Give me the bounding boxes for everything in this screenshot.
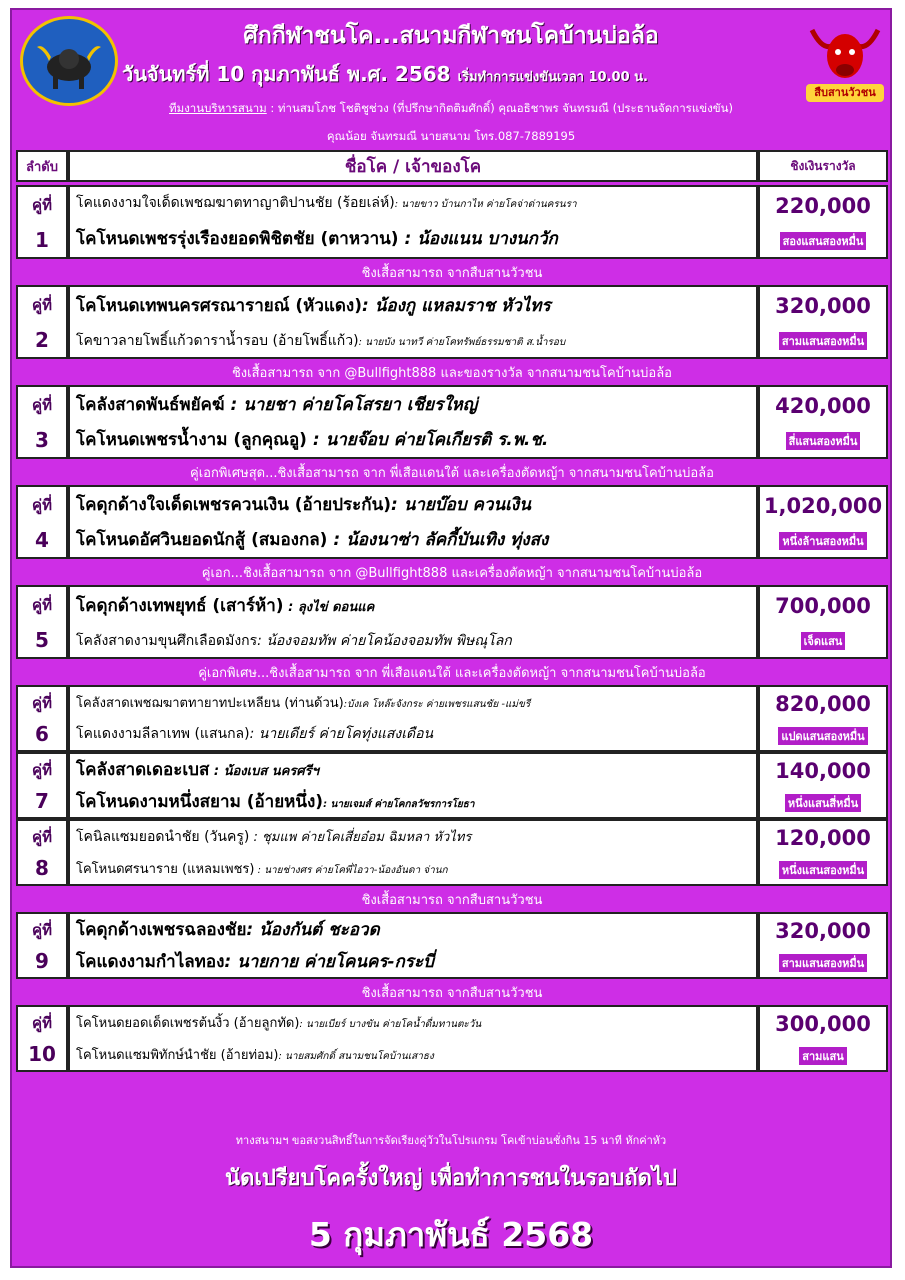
bull-line xyxy=(76,756,750,783)
prize-words: เจ็ดแสน xyxy=(801,632,846,650)
prize-amount: 300,000 xyxy=(775,1012,871,1037)
bull-name: โคโหนดเพชรรุ่งเรืองยอดพิชิตชัย (ตาหวาน) xyxy=(76,228,399,249)
bull-owner: : นายสมศักดิ์ สนามชนโคบ้านเสาธง xyxy=(278,1050,434,1062)
pair-label: คู่ที่ xyxy=(32,495,52,514)
bull-name: โคโหนดยอดเด็ดเพชรต้นงิ้ว (อ้ายลูกทัด) xyxy=(76,1016,300,1032)
bull-line xyxy=(76,391,750,418)
bull-owner: : น้องเบส นครศรีฯ xyxy=(209,764,319,780)
organizer-line xyxy=(12,100,890,118)
prize-words: สามแสน xyxy=(799,1047,846,1065)
prize-words: หนึ่งแสนสี่หมื่น xyxy=(785,794,861,812)
pair-number: 7 xyxy=(35,789,49,814)
event-date-line xyxy=(122,58,822,90)
bull-line xyxy=(76,491,750,518)
match-sponsor-band: คู่เอกพิเศษสุด...ชิงเสื้อสามารถ จาก พี่เสือแดนใต้ และเครื่องตัดหญ้า จากสนามชนโคบ้านบ่อล้อ xyxy=(190,465,714,481)
bulls-cell xyxy=(68,485,758,559)
bull-line xyxy=(76,948,750,975)
next-event-heading: นัดเปรียบโคครั้งใหญ่ เพื่อทำการชนในรอบถัดไป xyxy=(225,1166,677,1191)
pair-label: คู่ที่ xyxy=(32,395,52,414)
prize-amount: 820,000 xyxy=(775,692,871,717)
bull-name: โคดุกด้างใจเด็ดเพชรควนเงิน (อ้ายประกัน) xyxy=(76,495,391,515)
match-row xyxy=(16,485,888,559)
match-sponsor-band: ชิงเสื้อสามารถ จากสืบสานวัวชน xyxy=(361,892,543,908)
prize-cell xyxy=(758,385,888,459)
match-row xyxy=(16,185,888,259)
pair-cell xyxy=(16,912,68,979)
prize-amount: 220,000 xyxy=(775,194,871,218)
organizer-text: : ท่านสมโภช โชติชูช่วง (ที่ปรึกษากิตติมศักดิ์) คุณอธิชาพร จันทรมณี (ประธานจัดการแข่งขัน) xyxy=(270,101,733,115)
bull-owner: : น้องกู แหลมราช หัวไทร xyxy=(362,296,551,317)
pair-number: 3 xyxy=(35,427,49,452)
col-prize-header: ชิงเงินรางวัล xyxy=(758,150,888,182)
bull-line xyxy=(76,916,750,943)
pair-cell xyxy=(16,1005,68,1072)
pair-cell xyxy=(16,485,68,559)
page-title: ศึกกีฬาชนโค...สนามกีฬาชนโคบ้านบ่อล้อ xyxy=(243,23,659,49)
match-sponsor-band: ชิงเสื้อสามารถ จาก @Bullfight888 และของรางวัล จากสนามชนโคบ้านบ่อล้อ xyxy=(231,365,672,381)
bull-name: โคลังสาดเพชฌฆาตทายาทปะเหลียน (ท่านด้วน) xyxy=(76,696,344,711)
prize-amount: 700,000 xyxy=(775,594,871,618)
prize-amount: 140,000 xyxy=(775,759,871,784)
prize-words: หนึ่งล้านสองหมื่น xyxy=(779,532,866,550)
bull-line xyxy=(76,692,750,713)
prize-words: หนึ่งแสนสองหมื่น xyxy=(779,861,867,879)
pair-number: 4 xyxy=(35,527,49,552)
bulls-cell xyxy=(68,685,758,752)
bull-owner: : ชุมแพ ค่ายโคเสี่ยอ๋อม ฉิมหลา หัวไทร xyxy=(249,830,472,845)
bulls-cell xyxy=(68,285,758,359)
prize-words: แปดแสนสองหมื่น xyxy=(778,727,867,745)
bull-name: โคแดงงามกำไลทอง xyxy=(76,951,225,972)
prize-cell xyxy=(758,912,888,979)
bull-name: โคลังสาดเดอะเบส xyxy=(76,760,210,781)
pair-cell xyxy=(16,819,68,886)
prize-cell xyxy=(758,1005,888,1072)
prize-cell xyxy=(758,185,888,259)
bulls-cell xyxy=(68,585,758,659)
bull-owner: : น้องแนน บางนกวัก xyxy=(398,228,558,249)
bull-owner: : น้องนาซ่า ลัคกี้บันเทิง ทุ่งสง xyxy=(327,530,549,550)
prize-amount: 320,000 xyxy=(775,919,871,944)
pair-cell xyxy=(16,585,68,659)
prize-amount: 420,000 xyxy=(775,394,871,418)
bull-name: โคขาวลายโพธิ์แก้วดาราน้ำรอบ (อ้ายโพธิ์แก้ว) xyxy=(76,332,359,349)
match-row xyxy=(16,285,888,359)
bull-line xyxy=(76,292,750,319)
prize-cell xyxy=(758,285,888,359)
bull-name: โคโหนดศรนาราย (แหลมเพชร) xyxy=(76,862,255,877)
poster xyxy=(10,8,892,1268)
bull-owner: : น้องจอมทัพ ค่ายโคน้องจอมทัพ พิษณุโลก xyxy=(257,632,512,649)
right-logo-caption: สืบสานวัวชน xyxy=(806,84,884,102)
bulls-cell xyxy=(68,819,758,886)
bull-owner: : นายเดียร์ ค่ายโคทุ่งแสงเดือน xyxy=(249,726,434,742)
footer-note: ทางสนามฯ ขอสงวนสิทธิ์ในการจัดเรียงคู่วัวในโปรแกรม โคเข้าบ่อนชั่งกิน 15 นาที หักค่าหัว xyxy=(235,1134,667,1147)
bull-name: โคโหนดอัศวินยอดนักสู้ (สมองกล) xyxy=(76,530,328,550)
bull-line xyxy=(76,1044,750,1065)
pair-label: คู่ที่ xyxy=(32,920,52,939)
pair-label: คู่ที่ xyxy=(32,195,52,214)
bull-line xyxy=(76,826,750,848)
prize-cell xyxy=(758,585,888,659)
start-time: เริ่มทำการแข่งขันเวลา 10.00 น. xyxy=(457,70,648,85)
pair-number: 5 xyxy=(35,627,49,652)
bull-name: โคลังสาดงามขุนศึกเลือดมังกร xyxy=(76,632,258,649)
prize-amount: 320,000 xyxy=(775,294,871,318)
bull-owner: : นายกาย ค่ายโคนคร-กระบี่ xyxy=(224,951,434,972)
bull-line xyxy=(76,330,750,352)
pair-label: คู่ที่ xyxy=(32,295,52,314)
pair-cell xyxy=(16,685,68,752)
pair-number: 10 xyxy=(28,1042,56,1067)
prize-words: สามแสนสองหมื่น xyxy=(779,954,867,972)
bull-line xyxy=(76,426,750,453)
bull-owner: : นายชา ค่ายโคโสรยา เชียรใหญ่ xyxy=(224,395,478,415)
bulls-cell xyxy=(68,185,758,259)
pair-label: คู่ที่ xyxy=(32,760,52,779)
match-sponsor-band: คู่เอกพิเศษ...ชิงเสื้อสามารถ จาก พี่เสือแดนใต้ และเครื่องตัดหญ้า จากสนามชนโคบ้านบ่อล้อ xyxy=(198,665,706,681)
pair-cell xyxy=(16,752,68,819)
bull-line xyxy=(76,630,750,652)
match-row xyxy=(16,385,888,459)
bull-name: โคลังสาดพันธ์พยัคฆ์ xyxy=(76,395,225,415)
pair-number: 2 xyxy=(35,327,49,352)
pair-number: 8 xyxy=(35,856,49,881)
match-sponsor-band: ชิงเสื้อสามารถ จากสืบสานวัวชน xyxy=(361,985,543,1001)
match-table xyxy=(16,150,888,1072)
prize-cell xyxy=(758,485,888,559)
pair-label: คู่ที่ xyxy=(32,1013,52,1032)
match-row xyxy=(16,1005,888,1072)
prize-amount: 120,000 xyxy=(775,826,871,851)
bull-name: โคโหนดเพชรน้ำงาม (ลูกคุณอู) xyxy=(76,430,307,450)
match-sponsor-band: คู่เอก...ชิงเสื้อสามารถ จาก @Bullfight888 และเครื่องตัดหญ้า จากสนามชนโคบ้านบ่อล้อ xyxy=(201,565,703,581)
prize-words: สี่แสนสองหมื่น xyxy=(786,432,861,450)
bull-line xyxy=(76,788,750,815)
bulls-cell xyxy=(68,752,758,819)
pair-label: คู่ที่ xyxy=(32,595,52,614)
bull-line xyxy=(76,1012,750,1033)
pair-number: 6 xyxy=(35,722,49,747)
pair-cell xyxy=(16,285,68,359)
bull-owner: :บังเค โหล๊ะจังกระ ค่ายเพชรแสนชัย -แม่ขรี xyxy=(343,699,531,710)
bull-line xyxy=(76,192,750,214)
bull-line xyxy=(76,225,750,252)
match-row xyxy=(16,585,888,659)
pair-number: 9 xyxy=(35,949,49,974)
bull-owner: : นายขาว บ้านกาไห ค่ายโคจ่าด่านครนรา xyxy=(394,199,577,211)
bull-owner: : นายบ๊อบ ควนเงิน xyxy=(390,495,531,515)
match-row xyxy=(16,912,888,979)
prize-cell xyxy=(758,752,888,819)
match-row xyxy=(16,819,888,886)
bulls-cell xyxy=(68,912,758,979)
pair-cell xyxy=(16,185,68,259)
bull-line xyxy=(76,526,750,553)
pair-number: 1 xyxy=(35,227,49,252)
pair-label: คู่ที่ xyxy=(32,827,52,846)
contact-line: คุณน้อย จันทรมณี นายสนาม โทร.087-7889195 xyxy=(326,129,576,143)
bull-owner: : ลุงไข่ ดอนแค xyxy=(283,600,375,616)
bulls-cell xyxy=(68,385,758,459)
bull-line xyxy=(76,858,750,879)
bull-line xyxy=(76,592,750,619)
pair-label: คู่ที่ xyxy=(32,693,52,712)
bull-owner: : นายเจมส์ ค่ายโคกลวัชรการโยธา xyxy=(323,798,475,810)
prize-cell xyxy=(758,819,888,886)
bulls-cell xyxy=(68,1005,758,1072)
bull-owner: : นายจ๊อบ ค่ายโคเกียรติ ร.พ.ช. xyxy=(306,430,549,450)
prize-amount: 1,020,000 xyxy=(763,494,883,518)
prize-cell xyxy=(758,685,888,752)
pair-cell xyxy=(16,385,68,459)
bull-line xyxy=(76,723,750,745)
event-date: วันจันทร์ที่ 10 กุมภาพันธ์ พ.ศ. 2568 xyxy=(122,62,451,86)
bull-owner: : นายเบียร์ บางขัน ค่ายโคน้ำดื่มทานตะวัน xyxy=(299,1019,482,1031)
match-row xyxy=(16,752,888,819)
organizer-label: ทีมงานบริหารสนาม xyxy=(169,101,267,115)
bull-owner: : นายช่างศร ค่ายโคพี่ไอวา-น้องอันดา จ่านก xyxy=(254,865,448,876)
bull-name: โคดุกด้างเทพยุทธ์ (เสาร์ห้า) xyxy=(76,596,284,617)
bull-name: โคโหนดงามหนึ่งสยาม (อ้ายหนึ่ง) xyxy=(76,791,324,812)
bull-name: โคโหนดแซมพิทักษ์นำชัย (อ้ายท่อม) xyxy=(76,1047,279,1063)
col-name-header: ชื่อโค / เจ้าของโค xyxy=(68,150,758,182)
prize-words: สามแสนสองหมื่น xyxy=(779,332,867,350)
prize-words: สองแสนสองหมื่น xyxy=(780,232,867,250)
bull-name: โคโหนดเทพนครศรณารายณ์ (หัวแดง) xyxy=(76,296,363,317)
match-sponsor-band: ชิงเสื้อสามารถ จากสืบสานวัวชน xyxy=(361,265,543,281)
bull-name: โคนิลแซมยอดนำชัย (วันครู) xyxy=(76,829,250,845)
table-header xyxy=(16,150,888,182)
bull-name: โคแดงงามลีลาเทพ (แสนกล) xyxy=(76,726,250,742)
bull-owner: : น้องกันต์ ชะอวด xyxy=(246,920,380,941)
match-row xyxy=(16,685,888,752)
col-order-header: ลำดับ xyxy=(16,150,68,182)
bull-name: โคแดงงามใจเด็ดเพชฌฆาตทาญาติปานชัย (ร้อยเล่ห์) xyxy=(76,195,395,212)
bull-owner: : นายบัง นาทวี ค่ายโคทรัพย์ธรรมชาติ ส.น้ำรอบ xyxy=(358,336,566,348)
bull-name: โคดุกด้างเพชรฉลองชัย xyxy=(76,920,247,941)
next-event-date: 5 กุมภาพันธ์ 2568 xyxy=(308,1215,594,1254)
